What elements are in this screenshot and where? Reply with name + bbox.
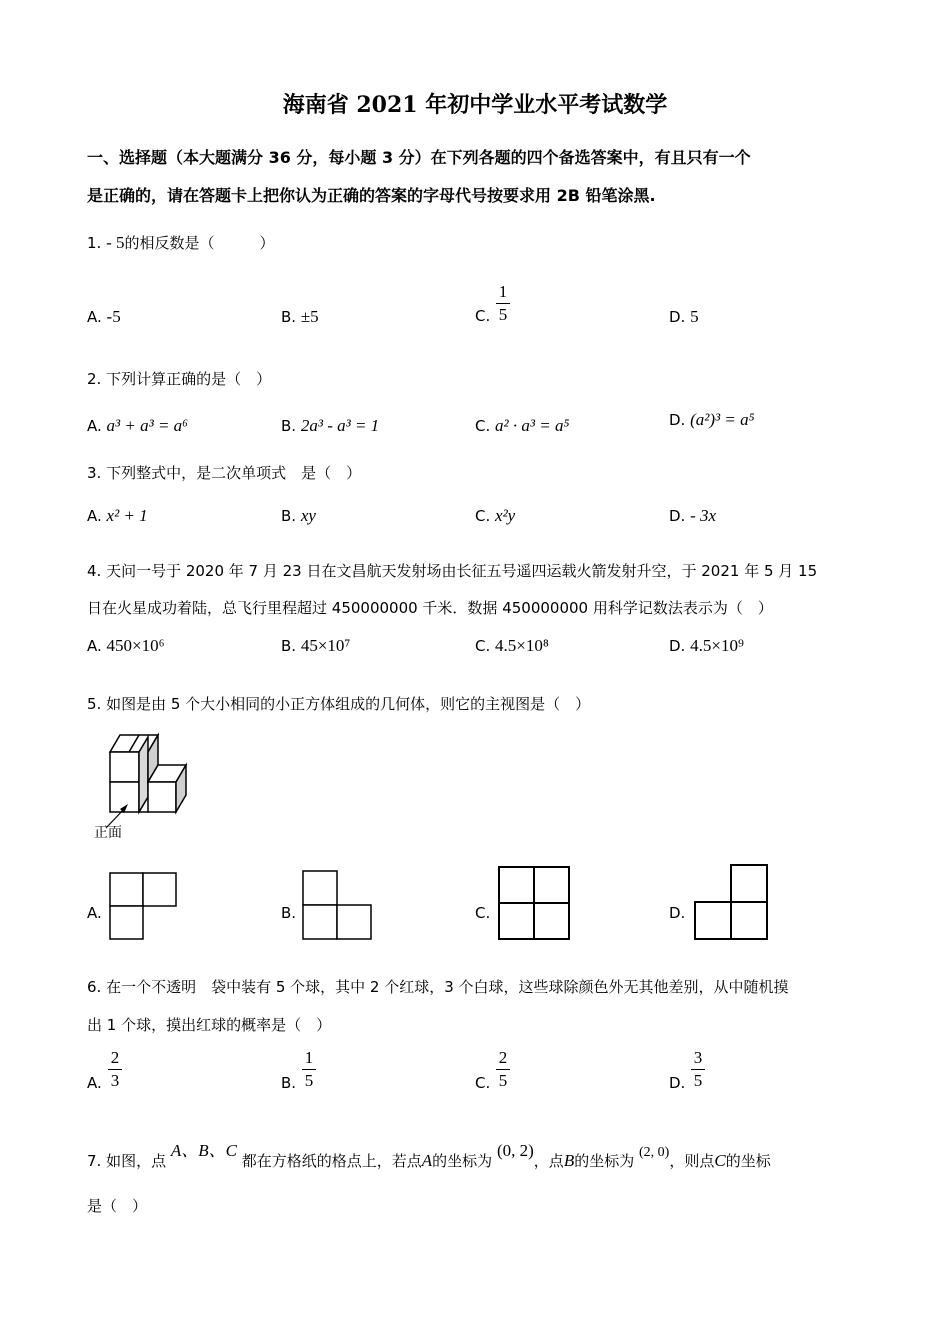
fraction-numerator: 2 [498, 1048, 508, 1067]
option-label: D. [669, 507, 686, 525]
fraction-bar [691, 1069, 705, 1070]
q6-option-b-fraction[interactable] [302, 1048, 316, 1091]
fraction-denominator: 5 [498, 1071, 508, 1090]
fraction-bar [496, 303, 510, 304]
fraction-numerator: 3 [693, 1048, 703, 1067]
option-value: 45×10⁷ [300, 636, 351, 655]
fraction-denominator: 5 [304, 1071, 314, 1090]
q6-option-b-label[interactable]: B. [281, 1074, 297, 1092]
option-label: C. [475, 637, 491, 655]
fraction-numerator: 1 [304, 1048, 314, 1067]
option-value: x² + 1 [106, 506, 148, 525]
option-label: B. [281, 417, 297, 435]
option-value: 4.5×10⁹ [690, 636, 744, 655]
option-label: D. [669, 411, 686, 429]
q3-option-a[interactable] [87, 506, 148, 526]
q7-coord-b: (2, 0) [639, 1145, 670, 1160]
question-1-expr: - 5 [106, 233, 125, 252]
question-1-number: 1. [87, 234, 102, 252]
q4-option-d[interactable] [669, 636, 744, 656]
question-4-line1: 4. 天问一号于 2020 年 7 月 23 日在文昌航天发射场由长征五号遥四运载火箭发射升空，于 2021 年 5 月 15 [87, 562, 818, 580]
fraction-bar [108, 1069, 122, 1070]
front-label: 正面 [94, 825, 122, 841]
q3-option-d[interactable] [669, 506, 716, 526]
option-value: -5 [106, 307, 121, 326]
question-5: 5. 如图是由 5 个大小相同的小正方体组成的几何体，则它的主视图是（ ） [87, 695, 591, 713]
q1-option-a[interactable] [87, 307, 121, 327]
q7-point-a: A [421, 1151, 433, 1170]
q3-option-c[interactable] [475, 506, 515, 526]
option-value: xy [300, 506, 316, 525]
option-label: A. [87, 417, 102, 435]
option-value: x²y [495, 506, 516, 525]
q5-option-d-label[interactable]: D. [669, 904, 686, 922]
q4-option-b[interactable] [281, 636, 350, 656]
option-label: A. [87, 637, 102, 655]
q3-option-b[interactable] [281, 506, 316, 526]
q4-option-a[interactable] [87, 636, 165, 656]
fraction-bar [496, 1069, 510, 1070]
fraction-bar [302, 1069, 316, 1070]
question-6-line1: 6. 在一个不透明 袋中装有 5 个球，其中 2 个红球，3 个白球，这些球除颜色外无其他差别，从中随机摸 [87, 978, 789, 996]
page-title: 海南省 2021 年初中学业水平考试数学 [282, 92, 668, 118]
option-value: a³ + a³ = a⁶ [106, 416, 189, 435]
option-label: C. [475, 417, 491, 435]
question-4-line2: 日在火星成功着陆，总飞行里程超过 450000000 千米．数据 450000000 用科学记数法表示为（ ） [87, 599, 773, 617]
q7-text-6: 的坐标 [725, 1152, 771, 1170]
option-value: 2a³ - a³ = 1 [300, 416, 380, 435]
q5-option-c-label[interactable]: C. [475, 904, 491, 922]
question-3: 3. 下列整式中，是二次单项式 是（ ） [87, 464, 362, 482]
option-value: 4.5×10⁸ [495, 636, 549, 655]
q6-option-c-fraction[interactable] [496, 1048, 510, 1091]
option-value: a² · a³ = a⁵ [495, 416, 570, 435]
option-value: ±5 [300, 307, 319, 326]
fraction-denominator: 5 [693, 1071, 703, 1090]
question-7-line2: 是（ ） [87, 1197, 148, 1215]
q6-option-a-fraction[interactable] [108, 1048, 122, 1091]
question-1-text: 的相反数是（ ） [124, 234, 275, 252]
question-7-line1 [87, 1141, 771, 1171]
option-label: A. [87, 507, 102, 525]
q2-option-a[interactable] [87, 416, 188, 436]
fraction-denominator: 5 [498, 305, 508, 324]
q1-option-b[interactable] [281, 307, 319, 327]
q7-text-3: ，点 [533, 1152, 564, 1170]
fraction-numerator: 2 [110, 1048, 120, 1067]
q2-option-d[interactable] [669, 410, 755, 430]
option-value: 450×10⁶ [106, 636, 165, 655]
q5-option-a-label[interactable]: A. [87, 904, 102, 922]
q5-option-c-figure[interactable] [498, 866, 572, 942]
q1-option-c-fraction [496, 282, 510, 325]
q6-option-d-fraction[interactable] [691, 1048, 705, 1091]
q1-option-d[interactable] [669, 307, 699, 327]
q7-text-2: 的坐标为 [432, 1152, 493, 1170]
option-label: B. [281, 637, 297, 655]
option-value: 5 [690, 307, 699, 326]
q7-points: A、B、C [170, 1141, 237, 1160]
option-label: B. [281, 308, 297, 326]
q5-option-a-figure[interactable] [110, 872, 180, 942]
question-2: 2. 下列计算正确的是（ ） [87, 370, 272, 388]
option-label: D. [669, 308, 686, 326]
question-1 [87, 232, 275, 253]
option-value: - 3x [690, 506, 717, 525]
q7-point-c: C [714, 1151, 726, 1170]
option-label: B. [281, 507, 297, 525]
question-6-line2: 出 1 个球，摸出红球的概率是（ ） [87, 1016, 332, 1034]
q5-option-b-figure[interactable] [303, 870, 375, 942]
q6-option-d-label[interactable]: D. [669, 1074, 686, 1092]
q5-option-d-figure[interactable] [694, 864, 770, 942]
q6-option-a-label[interactable]: A. [87, 1074, 102, 1092]
section-header-line1: 一、选择题（本大题满分 36 分，每小题 3 分）在下列各题的四个备选答案中，有且只有一个 [87, 148, 751, 167]
option-label: A. [87, 308, 102, 326]
q7-point-b: B [563, 1151, 575, 1170]
q7-text-4: 的坐标为 [574, 1152, 635, 1170]
q2-option-c[interactable] [475, 416, 569, 436]
q5-option-b-label[interactable]: B. [281, 904, 297, 922]
fraction-denominator: 3 [110, 1071, 120, 1090]
fraction-numerator: 1 [498, 282, 508, 301]
q2-option-b[interactable] [281, 416, 379, 436]
option-label: C. [475, 507, 491, 525]
q4-option-c[interactable] [475, 636, 549, 656]
q7-coord-a: (0, 2) [496, 1141, 534, 1160]
q6-option-c-label[interactable]: C. [475, 1074, 491, 1092]
option-label: D. [669, 637, 686, 655]
section-header-line2: 是正确的，请在答题卡上把你认为正确的答案的字母代号按要求用 2B 铅笔涂黑. [87, 186, 656, 205]
q1-option-c[interactable] [475, 307, 490, 325]
q7-prefix: 7. 如图，点 [87, 1152, 167, 1170]
q7-text-1: 都在方格纸的格点上，若点 [241, 1152, 422, 1170]
option-value: (a²)³ = a⁵ [690, 410, 755, 429]
q7-text-5: ，则点 [669, 1152, 715, 1170]
option-label: C. [475, 307, 491, 325]
